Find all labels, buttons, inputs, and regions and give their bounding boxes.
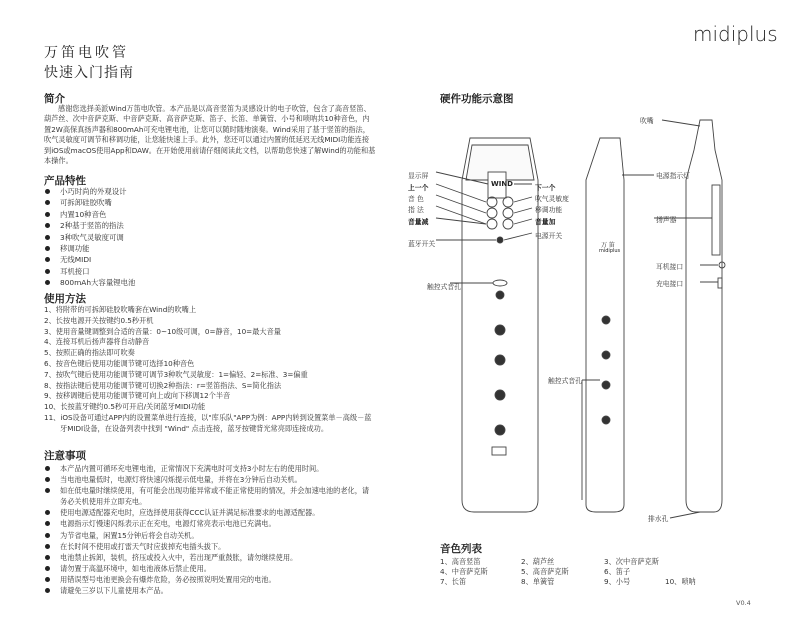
usage-heading: 使用方法 [44,293,86,305]
list-item: 耳机接口 [44,266,135,277]
label-drain: 排水孔 [648,515,669,523]
list-item: 本产品内置可循环充电锂电池，正常情况下充满电时可支持3小时左右的使用时间。 [44,463,374,474]
tones-heading: 音色列表 [440,543,482,555]
list-item: 电池禁止拆卸，装机，挤压或投入火中，若出现严重鼓胀，请勿继续使用。 [44,552,374,563]
list-item: 移调功能 [44,243,135,254]
list-item: 为节省电量，闲置15分钟后将会自动关机。 [44,530,374,541]
list-item: 11、iOS设备可通过APP内的设置菜单进行连接，以"库乐队"APP为例：APP内转到设置菜单－高级－蓝牙MIDI设备，在设备列表中找到 "Wind" 点击连接，蓝牙按键背光常亮即连接成功。 [44,412,372,433]
body-mark: WIND [491,180,513,188]
list-item: 3种吹气灵敏度可调 [44,232,135,243]
label-charge: 充电接口 [656,280,684,288]
label-next: 下一个 [535,184,556,192]
list-item: 小巧时尚的外观设计 [44,186,135,197]
label-power-led: 电源指示灯 [656,172,690,180]
label-bt-switch: 蓝牙开关 [408,240,436,248]
intro-heading: 简介 [44,93,65,105]
tone-item: 3、次中音萨克斯 [604,557,659,566]
list-item: 2种基于竖笛的指法 [44,220,135,231]
doc-subtitle: 快速入门指南 [44,65,134,81]
label-mouthpiece: 吹嘴 [640,117,654,125]
label-transpose: 移调功能 [535,206,563,214]
usage-steps [44,305,374,435]
label-fingering: 指 法 [408,206,424,214]
label-touch-hole-back: 触控式音孔 [548,377,582,385]
label-power: 电源开关 [535,232,563,240]
features-list [44,186,135,289]
label-speaker: 扬声器 [656,216,677,224]
body-chinese: 万 笛 [601,242,615,249]
tone-item: 6、笛子 [604,567,631,576]
list-item: 当电池电量低时，电源灯将快速闪烁提示低电量，并将在3分钟后自动关机。 [44,474,374,485]
label-touch-hole: 触控式音孔 [427,283,461,291]
label-vol-down: 音量减 [408,218,429,226]
label-breath: 吹气灵敏度 [535,195,569,203]
tone-item: 8、单簧管 [521,577,555,586]
list-item: 内置10种音色 [44,209,135,220]
list-item: 可拆卸硅胶吹嘴 [44,197,135,208]
label-vol-up: 音量加 [535,218,556,226]
list-item: 使用电源适配器充电时，应选择使用获得CCC认证并满足标准要求的电源适配器。 [44,507,374,518]
label-headphone: 耳机接口 [656,263,684,271]
features-heading: 产品特性 [44,175,86,187]
tone-item: 4、中音萨克斯 [440,567,488,576]
notes-list [44,463,374,596]
list-item: 9、按移调键后使用功能调节键可向上或向下移调12个半音 [44,391,231,401]
list-item: 8、按指法键后使用功能调节键可切换2种指法：r=竖笛指法、S=简化指法 [44,380,282,390]
list-item: 如在低电量时继续使用，有可能会出现功能异常或不能正常使用的情况，并会加速电池的老化，请务必关机使用并立即充电。 [44,485,374,507]
intro-text: 感谢您选择美派Wind万笛电吹管。本产品是以高音竖笛为灵感设计的电子吹管，包含了高音竖笛、葫芦丝、次中音萨克斯、中音萨克斯、高音萨克斯、笛子、长笛、单簧管、小号和唢呐共10种音色，内置2W高保真扬声器和800mAh可充电锂电池，让您可以随时随地演奏。Wind采用了基于竖笛的指法，吹气灵敏度可调节和移调功能，让您能快速上手。此外，您还可以通过内置的低延迟无线MIDI功能连接到iOS或macOS使用App和DAW。在开始使用前请仔细阅读此文档，以帮助您快速了解Wind的功能和基本操作。 [44,104,376,166]
tone-item: 7、长笛 [440,577,467,586]
body-brand: midiplus [599,248,621,254]
list-item: 电源指示灯慢速闪烁表示正在充电，电源灯常亮表示电池已充满电。 [44,518,374,529]
list-item: 7、按吹气键后使用功能调节键可调节3种吹气灵敏度：1=偏轻、2=标准、3=偏重 [44,369,308,379]
tone-item: 5、高音萨克斯 [521,567,569,576]
notes-heading: 注意事项 [44,450,86,462]
tone-item: 1、高音竖笛 [440,557,481,566]
label-tone: 音 色 [408,195,424,203]
list-item: 6、按音色键后使用功能调节键可选择10种音色 [44,358,195,368]
list-item: 2、长按电源开关按键约0.5秒开机 [44,315,154,325]
hardware-heading: 硬件功能示意图 [440,93,514,105]
tone-item: 2、葫芦丝 [521,557,555,566]
list-item: 1、将附带的可拆卸硅胶吹嘴套在Wind的吹嘴上 [44,305,197,314]
hardware-diagram [400,100,760,530]
tone-item: 9、小号 [604,577,631,586]
list-item: 800mAh大容量锂电池 [44,277,135,288]
list-item: 无线MIDI [44,254,135,265]
list-item: 3、使用音量键调整到合适的音量：0~10级可调，0=静音，10=最大音量 [44,326,281,336]
list-item: 10、长按蓝牙键约0.5秒可开启/关闭蓝牙MIDI功能 [44,402,206,412]
doc-title: 万笛电吹管 [44,45,129,61]
list-item: 请勿置于高温环境中，如电池液体后禁止使用。 [44,563,374,574]
list-item: 4、连接耳机后扬声器将自动静音 [44,337,150,347]
label-prev: 上一个 [408,184,429,192]
version-label: V0.4 [736,599,751,607]
brand-logo: midiplus [693,22,778,46]
list-item: 用错误型号电池更换会有爆炸危险，务必按照说明处置用完的电池。 [44,574,374,585]
list-item: 在长时间不使用或打雷天气时应拔掉充电插头拔下。 [44,541,374,552]
label-display: 显示屏 [408,172,429,180]
tone-item: 10、唢呐 [665,577,696,586]
list-item: 请避免三岁以下儿童使用本产品。 [44,585,374,596]
list-item: 5、按照正确的指法即可吹奏 [44,348,135,358]
